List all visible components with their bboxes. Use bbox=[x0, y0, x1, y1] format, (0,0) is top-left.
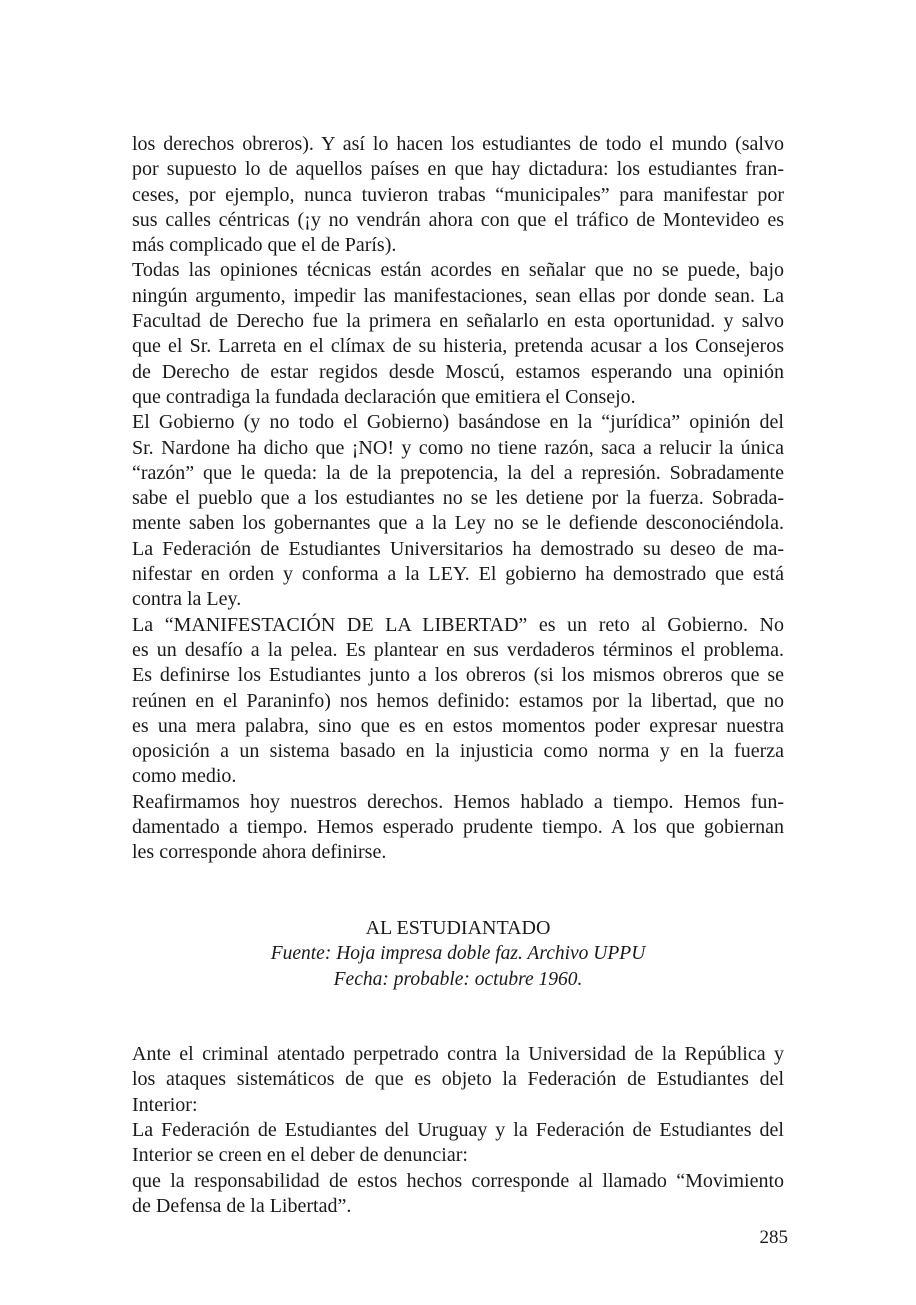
text-line: de Defensa de la Libertad”. bbox=[132, 1194, 352, 1217]
text-line: La Federación de Estudiantes del Uruguay y la Federación de Estudiantes del bbox=[132, 1119, 784, 1141]
text-line: reúnen en el Paraninfo) nos hemos definido: estamos por la libertad, que no bbox=[132, 689, 784, 712]
text-line: oposición a un sistema basado en la injusticia como norma y en la fuerza bbox=[132, 740, 784, 763]
text-line: de Derecho de estar regidos desde Moscú, estamos esperando una opinión bbox=[132, 360, 784, 383]
text-line: es un desafío a la pelea. Es plantear en sus verdaderos términos el problema. bbox=[132, 638, 784, 661]
text-line: que la responsabilidad de estos hechos corresponde al llamado “Movimiento bbox=[132, 1169, 784, 1192]
text-block-2 bbox=[132, 1042, 784, 1219]
text-line: sus calles céntricas (¡y no vendrán ahora con que el tráfico de Montevideo es bbox=[132, 208, 784, 231]
section-header bbox=[132, 916, 784, 993]
text-line: por supuesto lo de aquellos países en que hay dictadura: los estudiantes fran- bbox=[132, 158, 784, 181]
text-line: Interior: bbox=[132, 1093, 198, 1116]
text-line: contra la Ley. bbox=[132, 588, 242, 611]
text-line: Interior se creen en el deber de denunciar: bbox=[132, 1144, 468, 1167]
text-line: Reafirmamos hoy nuestros derechos. Hemos hablado a tiempo. Hemos fun- bbox=[132, 790, 784, 813]
text-line: mente saben los gobernantes que a la Ley no se le defiende desconociéndola. bbox=[132, 512, 784, 535]
text-line: La Federación de Estudiantes Universitarios ha demostrado su deseo de ma- bbox=[132, 537, 784, 560]
text-line: Facultad de Derecho fue la primera en señalarlo en esta oportunidad. y salvo bbox=[132, 310, 784, 333]
text-line: nifestar en orden y conforma a la LEY. El gobierno ha demostrado que está bbox=[132, 563, 784, 586]
text-line: La “MANIFESTACIÓN DE LA LIBERTAD” es un reto al Gobierno. No bbox=[132, 613, 784, 636]
text-line: Todas las opiniones técnicas están acordes en señalar que no se puede, bajo bbox=[132, 259, 784, 282]
section-date: Fecha: probable: octubre 1960. bbox=[333, 968, 583, 990]
text-line: “razón” que le queda: la de la prepotencia, la del a represión. Sobradamente bbox=[132, 461, 784, 484]
text-line: es una mera palabra, sino que es en estos momentos poder expresar nuestra bbox=[132, 714, 784, 737]
text-line: como medio. bbox=[132, 765, 237, 788]
page-number: 285 bbox=[759, 1227, 788, 1248]
section-title: AL ESTUDIANTADO bbox=[365, 916, 551, 939]
text-line: Ante el criminal atentado perpetrado contra la Universidad de la República y bbox=[132, 1043, 784, 1066]
text-line: Sr. Nardone ha dicho que ¡NO! y como no tiene razón, saca a relucir la única bbox=[132, 436, 784, 459]
text-line: El Gobierno (y no todo el Gobierno) basándose en la “jurídica” opinión del bbox=[132, 411, 784, 434]
text-line: ceses, por ejemplo, nunca tuvieron trabas “municipales” para manifestar por bbox=[132, 183, 784, 206]
text-block-1 bbox=[132, 132, 784, 866]
text-line: que el Sr. Larreta en el clímax de su histeria, pretenda acusar a los Consejeros bbox=[132, 335, 784, 358]
text-line: ningún argumento, impedir las manifestaciones, sean ellas por donde sean. La bbox=[132, 284, 784, 307]
text-line: sabe el pueblo que a los estudiantes no se les detiene por la fuerza. Sobrada- bbox=[132, 487, 784, 510]
text-line: damentado a tiempo. Hemos esperado prudente tiempo. A los que gobiernan bbox=[132, 816, 784, 839]
text-line: les corresponde ahora definirse. bbox=[132, 841, 387, 864]
text-line: más complicado que el de París). bbox=[132, 234, 397, 257]
page-body bbox=[132, 132, 784, 1219]
section-source: Fuente: Hoja impresa doble faz. Archivo UPPU bbox=[270, 943, 646, 965]
text-line: que contradiga la fundada declaración que emitiera el Consejo. bbox=[132, 385, 636, 408]
text-line: Es definirse los Estudiantes junto a los obreros (si los mismos obreros que se bbox=[132, 664, 784, 687]
text-line: los ataques sistemáticos de que es objeto la Federación de Estudiantes del bbox=[132, 1068, 784, 1091]
text-line: los derechos obreros). Y así lo hacen los estudiantes de todo el mundo (salvo bbox=[132, 133, 784, 155]
